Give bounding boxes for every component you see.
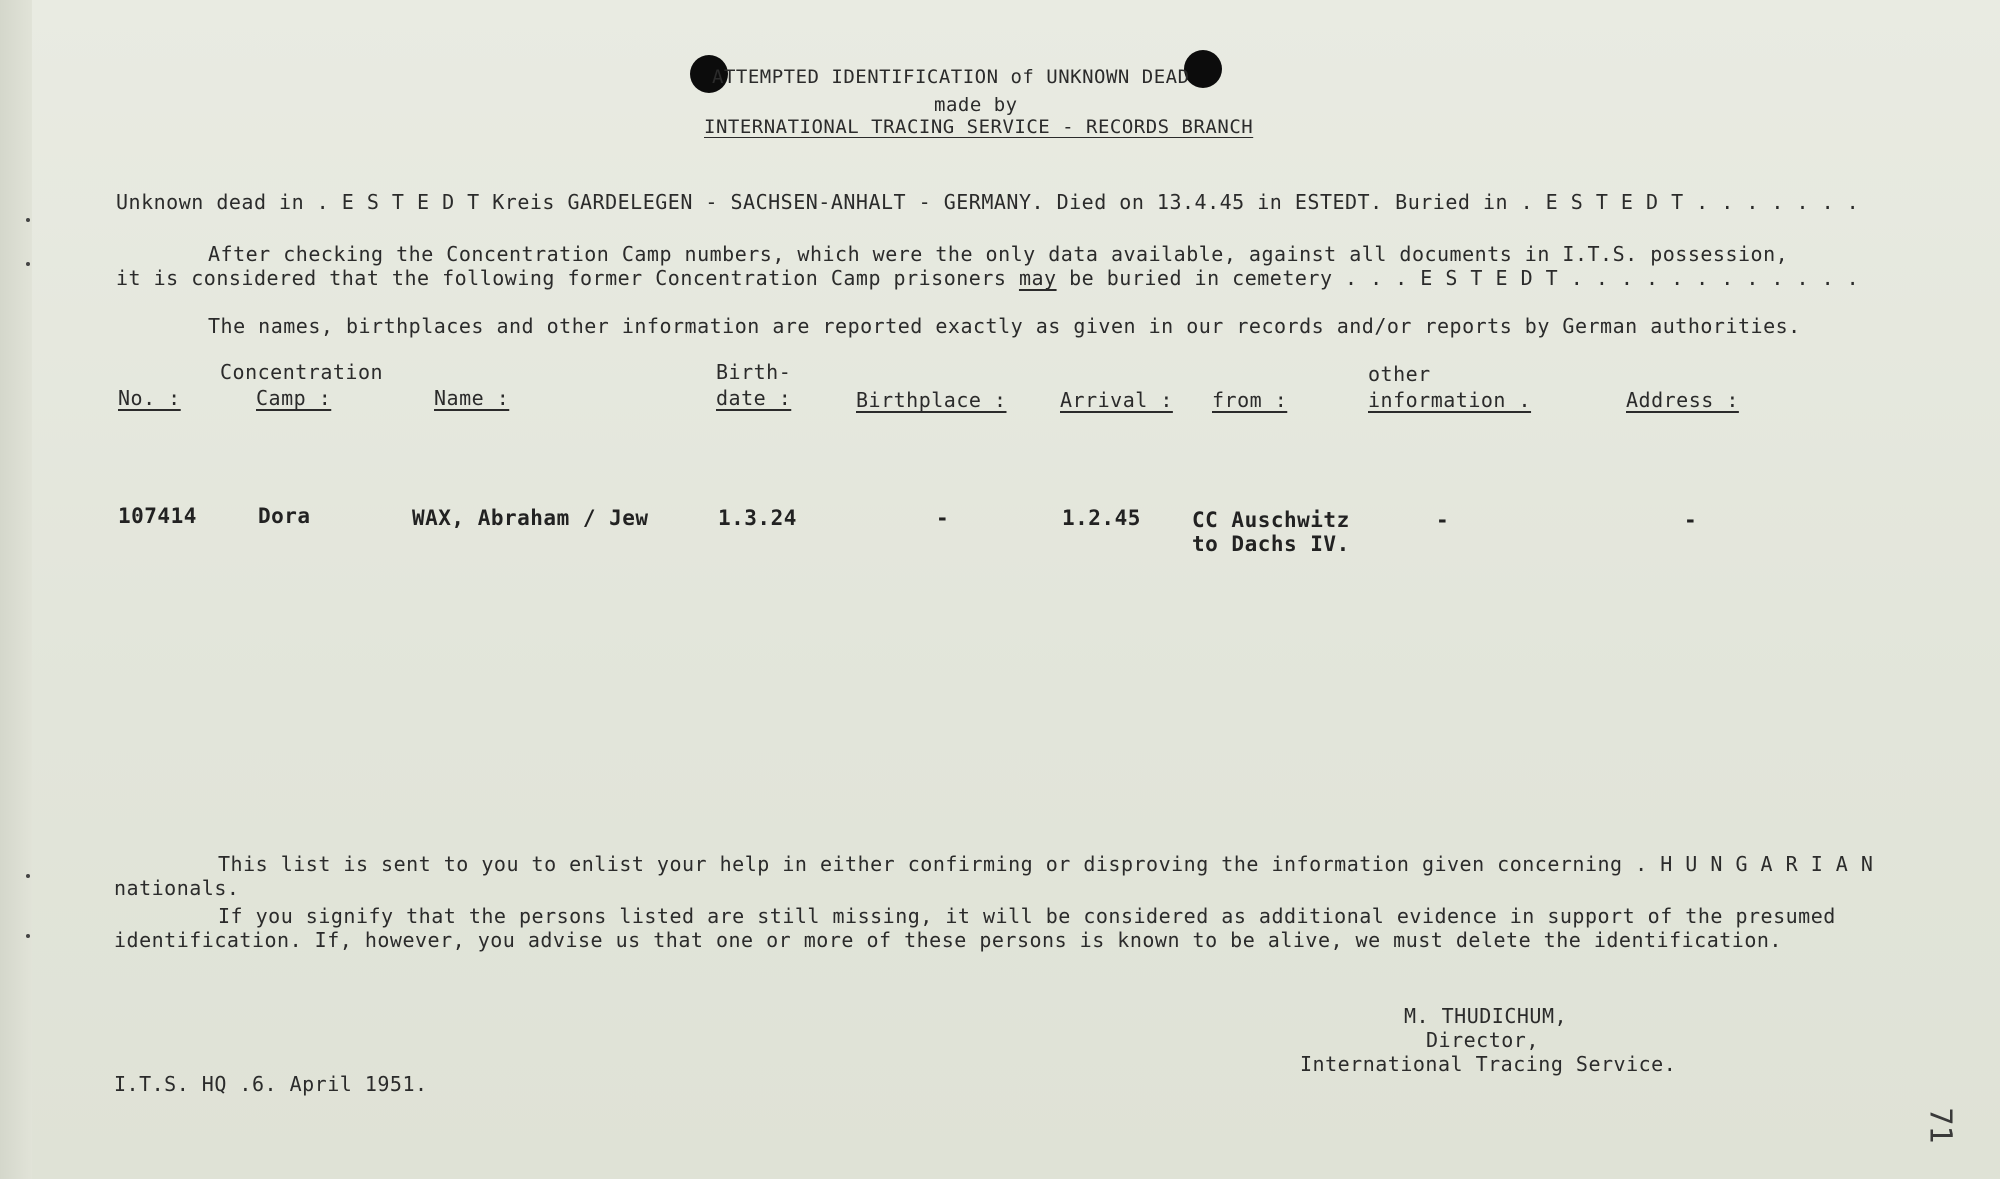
signify-line-2: identification. If, however, you advise us that one or more of these persons is known to be alive, we must delete the identification. [114, 928, 1782, 952]
column-header-camp-top: Concentration [220, 360, 384, 384]
page-number: 71 [1922, 1107, 1958, 1144]
checking-line-1: After checking the Concentration Camp numbers, which were the only data available, against all documents in I.T.S. possession, [208, 242, 1789, 266]
margin-mark [26, 218, 30, 222]
cell-address: - [1684, 508, 1698, 532]
cell-name: WAX, Abraham / Jew [412, 506, 649, 530]
punch-hole-right [1184, 50, 1222, 88]
column-header-no: No. : [118, 386, 181, 410]
checking-line-2-pre: it is considered that the following former Concentration Camp prisoners [116, 266, 1019, 290]
signatory-name: M. THUDICHUM, [1404, 1004, 1568, 1028]
column-header-other: information . [1368, 388, 1532, 412]
column-header-camp: Camp : [256, 386, 332, 410]
signatory-organization: International Tracing Service. [1300, 1052, 1677, 1076]
cell-from-line-1: CC Auschwitz [1192, 508, 1350, 532]
enlist-line-1: This list is sent to you to enlist your help in either confirming or disproving the information given concerning . H U N G A R I A N [218, 852, 1874, 876]
column-header-birthplace: Birthplace : [856, 388, 1007, 412]
document-title: ATTEMPTED IDENTIFICATION of UNKNOWN DEAD [712, 66, 1190, 88]
names-disclaimer-line: The names, birthplaces and other information are reported exactly as given in our records and/or reports by German authorities. [208, 314, 1801, 338]
cell-birthplace: - [936, 506, 950, 530]
column-header-from: from : [1212, 388, 1288, 412]
signify-line-1: If you signify that the persons listed are still missing, it will be considered as additional evidence in support of the presumed [218, 904, 1836, 928]
date-line: I.T.S. HQ .6. April 1951. [114, 1072, 428, 1096]
column-header-other-top: other [1368, 362, 1431, 386]
margin-mark [26, 934, 30, 938]
made-by-line: made by [934, 94, 1018, 116]
cell-from-line-2: to Dachs IV. [1192, 532, 1350, 556]
column-header-address: Address : [1626, 388, 1739, 412]
margin-mark [26, 874, 30, 878]
cell-no: 107414 [118, 504, 197, 528]
column-header-name: Name : [434, 386, 510, 410]
checking-line-2 [116, 266, 1859, 290]
signatory-title: Director, [1426, 1028, 1539, 1052]
may-emphasis: may [1018, 266, 1057, 290]
cell-arrival: 1.2.45 [1062, 506, 1141, 530]
column-header-birthdate: date : [716, 386, 792, 410]
cell-other: - [1436, 508, 1450, 532]
page-edge [0, 0, 32, 1179]
organization-title: INTERNATIONAL TRACING SERVICE - RECORDS BRANCH [704, 116, 1254, 138]
unknown-dead-line: Unknown dead in . E S T E D T Kreis GARDELEGEN - SACHSEN-ANHALT - GERMANY. Died on 13.4.45 in ESTEDT. Buried in . E S T E D T . . . . . . . [116, 190, 1860, 214]
enlist-line-2: nationals. [114, 876, 240, 900]
column-header-arrival: Arrival : [1060, 388, 1173, 412]
column-header-birthdate-top: Birth- [716, 360, 792, 384]
cell-birthdate: 1.3.24 [718, 506, 797, 530]
cell-camp: Dora [258, 504, 311, 528]
checking-line-2-post: be buried in cemetery . . . E S T E D T . . . . . . . . . . . . [1056, 266, 1860, 290]
margin-mark [26, 262, 30, 266]
